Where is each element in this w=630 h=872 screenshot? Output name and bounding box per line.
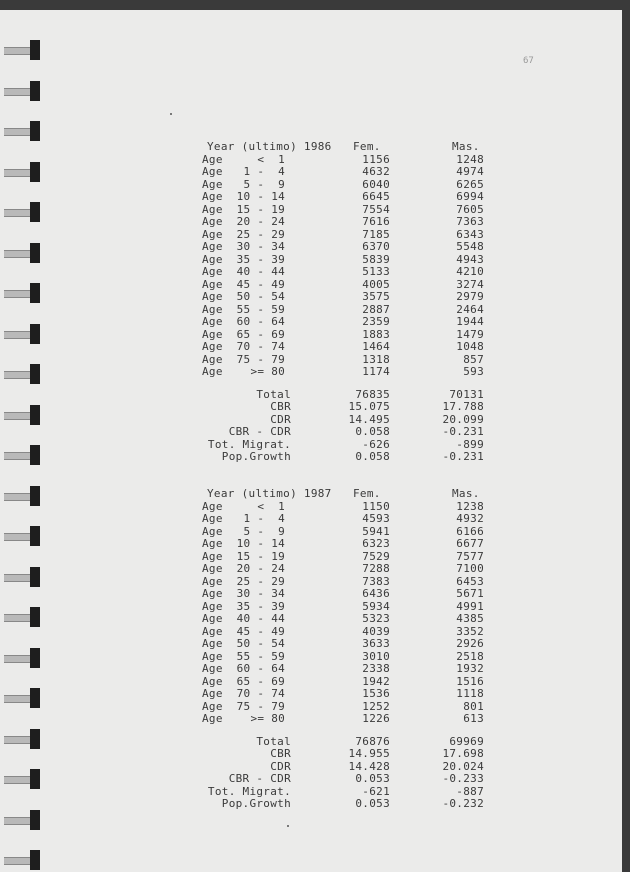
fem-value: 76835 bbox=[355, 387, 390, 401]
fem-value: 4005 bbox=[362, 277, 390, 291]
mas-value: 7605 bbox=[456, 202, 484, 216]
mas-value: 6343 bbox=[456, 227, 484, 241]
age-group: Age 25 - 29 bbox=[202, 227, 286, 241]
summary-row bbox=[0, 389, 630, 402]
table-row bbox=[0, 601, 630, 614]
summary-row bbox=[0, 761, 630, 774]
summary-label: Total bbox=[256, 734, 291, 748]
age-group: Age 70 - 74 bbox=[202, 340, 286, 353]
fem-value: 3575 bbox=[362, 290, 390, 303]
table-row bbox=[0, 538, 630, 551]
binding-hole bbox=[30, 81, 40, 101]
fem-value: 1883 bbox=[362, 327, 390, 341]
mas-value: 3352 bbox=[456, 624, 484, 638]
mas-value: 1248 bbox=[456, 152, 484, 166]
table-row bbox=[0, 291, 630, 304]
age-group: Age < 1 bbox=[202, 499, 286, 513]
age-group: Age 20 - 24 bbox=[202, 215, 286, 228]
age-group: Age 75 - 79 bbox=[202, 699, 286, 713]
summary-row bbox=[0, 451, 630, 464]
mas-value: 593 bbox=[463, 365, 484, 378]
mas-value: 6166 bbox=[456, 524, 484, 538]
scan-speck bbox=[170, 113, 172, 115]
mas-value: -0.231 bbox=[442, 450, 484, 463]
binding-wire bbox=[4, 88, 32, 96]
table-row bbox=[0, 254, 630, 267]
summary-row bbox=[0, 414, 630, 427]
age-group: Age 35 - 39 bbox=[202, 252, 286, 266]
age-group: Age 45 - 49 bbox=[202, 277, 286, 291]
mas-value: 6453 bbox=[456, 574, 484, 588]
table-row bbox=[0, 513, 630, 526]
summary-row bbox=[0, 426, 630, 439]
fem-value: 6436 bbox=[362, 587, 390, 600]
fem-value: 3010 bbox=[362, 649, 390, 663]
summary-row bbox=[0, 439, 630, 452]
table-row bbox=[0, 366, 630, 379]
age-group: Age 70 - 74 bbox=[202, 687, 286, 700]
age-group: Age 30 - 34 bbox=[202, 587, 286, 600]
mas-value: 17.788 bbox=[442, 400, 484, 413]
fem-value: 2338 bbox=[362, 662, 390, 675]
mas-value: -899 bbox=[456, 437, 484, 451]
table-row bbox=[0, 526, 630, 539]
summary-label: Total bbox=[256, 387, 291, 401]
table-row bbox=[0, 204, 630, 217]
mas-value: 4974 bbox=[456, 165, 484, 178]
mas-value: 17.698 bbox=[442, 747, 484, 760]
binding-hole bbox=[30, 40, 40, 60]
age-group: Age 15 - 19 bbox=[202, 202, 286, 216]
mas-value: 1238 bbox=[456, 499, 484, 513]
summary-label: Tot. Migrat. bbox=[207, 784, 291, 798]
mas-value: 2464 bbox=[456, 302, 484, 316]
mas-header: Mas. bbox=[452, 140, 480, 153]
summary-label: CDR bbox=[270, 412, 291, 426]
fem-value: 4632 bbox=[362, 165, 390, 178]
fem-value: 7288 bbox=[362, 562, 390, 575]
table-row bbox=[0, 341, 630, 354]
table-row bbox=[0, 316, 630, 329]
fem-value: 7529 bbox=[362, 549, 390, 563]
mas-value: 20.099 bbox=[442, 412, 484, 426]
fem-value: 14.428 bbox=[348, 759, 390, 773]
summary-label: Pop.Growth bbox=[221, 797, 291, 810]
summary-label: Tot. Migrat. bbox=[207, 437, 291, 451]
summary-label: CBR - CDR bbox=[228, 772, 291, 785]
fem-value: -621 bbox=[362, 784, 390, 798]
age-group: Age 30 - 34 bbox=[202, 240, 286, 253]
fem-value: 5839 bbox=[362, 252, 390, 266]
fem-value: 7616 bbox=[362, 215, 390, 228]
mas-value: 6677 bbox=[456, 537, 484, 550]
fem-value: 7185 bbox=[362, 227, 390, 241]
fem-value: 1942 bbox=[362, 674, 390, 688]
mas-value: 801 bbox=[463, 699, 484, 713]
summary-label: CBR bbox=[270, 400, 291, 413]
mas-value: 1516 bbox=[456, 674, 484, 688]
scan-speck bbox=[287, 825, 289, 827]
fem-value: 5934 bbox=[362, 599, 390, 613]
table-row bbox=[0, 229, 630, 242]
binding-wire bbox=[4, 817, 32, 825]
fem-value: 1318 bbox=[362, 352, 390, 366]
mas-value: 1118 bbox=[456, 687, 484, 700]
binding-ring bbox=[4, 850, 40, 870]
table-row bbox=[0, 179, 630, 192]
age-group: Age 5 - 9 bbox=[202, 177, 286, 191]
fem-value: 6040 bbox=[362, 177, 390, 191]
mas-value: 4210 bbox=[456, 265, 484, 278]
fem-value: 0.058 bbox=[355, 425, 390, 438]
mas-value: 6265 bbox=[456, 177, 484, 191]
mas-value: 1048 bbox=[456, 340, 484, 353]
mas-value: 2926 bbox=[456, 637, 484, 650]
mas-value: 5548 bbox=[456, 240, 484, 253]
fem-value: 0.058 bbox=[355, 450, 390, 463]
age-group: Age 60 - 64 bbox=[202, 662, 286, 675]
population-table-1986 bbox=[0, 141, 630, 464]
table-row bbox=[0, 279, 630, 292]
summary-row bbox=[0, 786, 630, 799]
table-row bbox=[0, 191, 630, 204]
mas-value: -0.231 bbox=[442, 425, 484, 438]
age-group: Age 1 - 4 bbox=[202, 512, 286, 525]
summary-row bbox=[0, 736, 630, 749]
table-row bbox=[0, 588, 630, 601]
binding-hole bbox=[30, 121, 40, 141]
mas-value: -887 bbox=[456, 784, 484, 798]
mas-value: 7363 bbox=[456, 215, 484, 228]
fem-value: 76876 bbox=[355, 734, 390, 748]
table-row bbox=[0, 676, 630, 689]
mas-value: 69969 bbox=[449, 734, 484, 748]
binding-hole bbox=[30, 850, 40, 870]
mas-value: 3274 bbox=[456, 277, 484, 291]
age-group: Age 20 - 24 bbox=[202, 562, 286, 575]
fem-value: 14.495 bbox=[348, 412, 390, 426]
mas-value: 613 bbox=[463, 712, 484, 725]
year-label: Year (ultimo) 1987 bbox=[207, 487, 332, 500]
mas-value: 20.024 bbox=[442, 759, 484, 773]
summary-label: CDR bbox=[270, 759, 291, 773]
mas-value: 7577 bbox=[456, 549, 484, 563]
fem-value: 1156 bbox=[362, 152, 390, 166]
binding-wire bbox=[4, 47, 32, 55]
mas-value: 857 bbox=[463, 352, 484, 366]
fem-value: 1226 bbox=[362, 712, 390, 725]
mas-header: Mas. bbox=[452, 487, 480, 500]
mas-value: 5671 bbox=[456, 587, 484, 600]
age-group: Age 50 - 54 bbox=[202, 637, 286, 650]
table-header bbox=[0, 141, 630, 154]
fem-value: 6645 bbox=[362, 190, 390, 203]
mas-value: -0.232 bbox=[442, 797, 484, 810]
fem-value: 7383 bbox=[362, 574, 390, 588]
fem-value: 3633 bbox=[362, 637, 390, 650]
age-group: Age 55 - 59 bbox=[202, 649, 286, 663]
age-group: Age < 1 bbox=[202, 152, 286, 166]
fem-value: 2887 bbox=[362, 302, 390, 316]
fem-value: 1174 bbox=[362, 365, 390, 378]
fem-value: 15.075 bbox=[348, 400, 390, 413]
fem-value: 5323 bbox=[362, 612, 390, 625]
fem-value: -626 bbox=[362, 437, 390, 451]
table-row bbox=[0, 354, 630, 367]
fem-value: 1150 bbox=[362, 499, 390, 513]
table-row bbox=[0, 551, 630, 564]
table-row bbox=[0, 266, 630, 279]
table-row bbox=[0, 563, 630, 576]
fem-header: Fem. bbox=[353, 487, 381, 500]
fem-value: 1464 bbox=[362, 340, 390, 353]
table-row bbox=[0, 613, 630, 626]
table-row bbox=[0, 688, 630, 701]
table-row bbox=[0, 626, 630, 639]
age-group: Age 65 - 69 bbox=[202, 674, 286, 688]
mas-value: 1479 bbox=[456, 327, 484, 341]
fem-value: 5133 bbox=[362, 265, 390, 278]
fem-header: Fem. bbox=[353, 140, 381, 153]
fem-value: 1536 bbox=[362, 687, 390, 700]
table-row bbox=[0, 651, 630, 664]
age-group: Age 65 - 69 bbox=[202, 327, 286, 341]
mas-value: 7100 bbox=[456, 562, 484, 575]
population-table-1987 bbox=[0, 488, 630, 811]
fem-value: 6323 bbox=[362, 537, 390, 550]
table-header bbox=[0, 488, 630, 501]
page-number: 67 bbox=[523, 56, 534, 66]
age-group: Age >= 80 bbox=[202, 712, 286, 725]
table-row bbox=[0, 501, 630, 514]
summary-label: Pop.Growth bbox=[221, 450, 291, 463]
fem-value: 6370 bbox=[362, 240, 390, 253]
age-group: Age 55 - 59 bbox=[202, 302, 286, 316]
age-group: Age 10 - 14 bbox=[202, 537, 286, 550]
binding-hole bbox=[30, 810, 40, 830]
age-group: Age 75 - 79 bbox=[202, 352, 286, 366]
fem-value: 2359 bbox=[362, 315, 390, 328]
mas-value: 4932 bbox=[456, 512, 484, 525]
fem-value: 0.053 bbox=[355, 772, 390, 785]
age-group: Age >= 80 bbox=[202, 365, 286, 378]
mas-value: -0.233 bbox=[442, 772, 484, 785]
age-group: Age 35 - 39 bbox=[202, 599, 286, 613]
summary-label: CBR - CDR bbox=[228, 425, 291, 438]
fem-value: 7554 bbox=[362, 202, 390, 216]
table-row bbox=[0, 304, 630, 317]
binding-wire bbox=[4, 857, 32, 865]
binding-ring bbox=[4, 121, 40, 141]
mas-value: 2518 bbox=[456, 649, 484, 663]
mas-value: 6994 bbox=[456, 190, 484, 203]
mas-value: 4385 bbox=[456, 612, 484, 625]
year-label: Year (ultimo) 1986 bbox=[207, 140, 332, 153]
age-group: Age 15 - 19 bbox=[202, 549, 286, 563]
age-group: Age 25 - 29 bbox=[202, 574, 286, 588]
age-group: Age 50 - 54 bbox=[202, 290, 286, 303]
age-group: Age 60 - 64 bbox=[202, 315, 286, 328]
table-row bbox=[0, 701, 630, 714]
age-group: Age 10 - 14 bbox=[202, 190, 286, 203]
age-group: Age 40 - 44 bbox=[202, 612, 286, 625]
table-row bbox=[0, 166, 630, 179]
mas-value: 2979 bbox=[456, 290, 484, 303]
fem-value: 14.955 bbox=[348, 747, 390, 760]
table-row bbox=[0, 241, 630, 254]
summary-row bbox=[0, 401, 630, 414]
table-row bbox=[0, 154, 630, 167]
mas-value: 1944 bbox=[456, 315, 484, 328]
age-group: Age 40 - 44 bbox=[202, 265, 286, 278]
age-group: Age 45 - 49 bbox=[202, 624, 286, 638]
mas-value: 4991 bbox=[456, 599, 484, 613]
mas-value: 1932 bbox=[456, 662, 484, 675]
mas-value: 4943 bbox=[456, 252, 484, 266]
summary-row bbox=[0, 773, 630, 786]
summary-row bbox=[0, 798, 630, 811]
summary-row bbox=[0, 748, 630, 761]
fem-value: 4593 bbox=[362, 512, 390, 525]
table-row bbox=[0, 576, 630, 589]
fem-value: 4039 bbox=[362, 624, 390, 638]
table-row bbox=[0, 638, 630, 651]
fem-value: 1252 bbox=[362, 699, 390, 713]
table-row bbox=[0, 713, 630, 726]
fem-value: 5941 bbox=[362, 524, 390, 538]
fem-value: 0.053 bbox=[355, 797, 390, 810]
binding-wire bbox=[4, 128, 32, 136]
binding-ring bbox=[4, 810, 40, 830]
age-group: Age 1 - 4 bbox=[202, 165, 286, 178]
binding-ring bbox=[4, 81, 40, 101]
mas-value: 70131 bbox=[449, 387, 484, 401]
table-row bbox=[0, 216, 630, 229]
table-row bbox=[0, 329, 630, 342]
age-group: Age 5 - 9 bbox=[202, 524, 286, 538]
summary-label: CBR bbox=[270, 747, 291, 760]
table-row bbox=[0, 663, 630, 676]
binding-ring bbox=[4, 40, 40, 60]
